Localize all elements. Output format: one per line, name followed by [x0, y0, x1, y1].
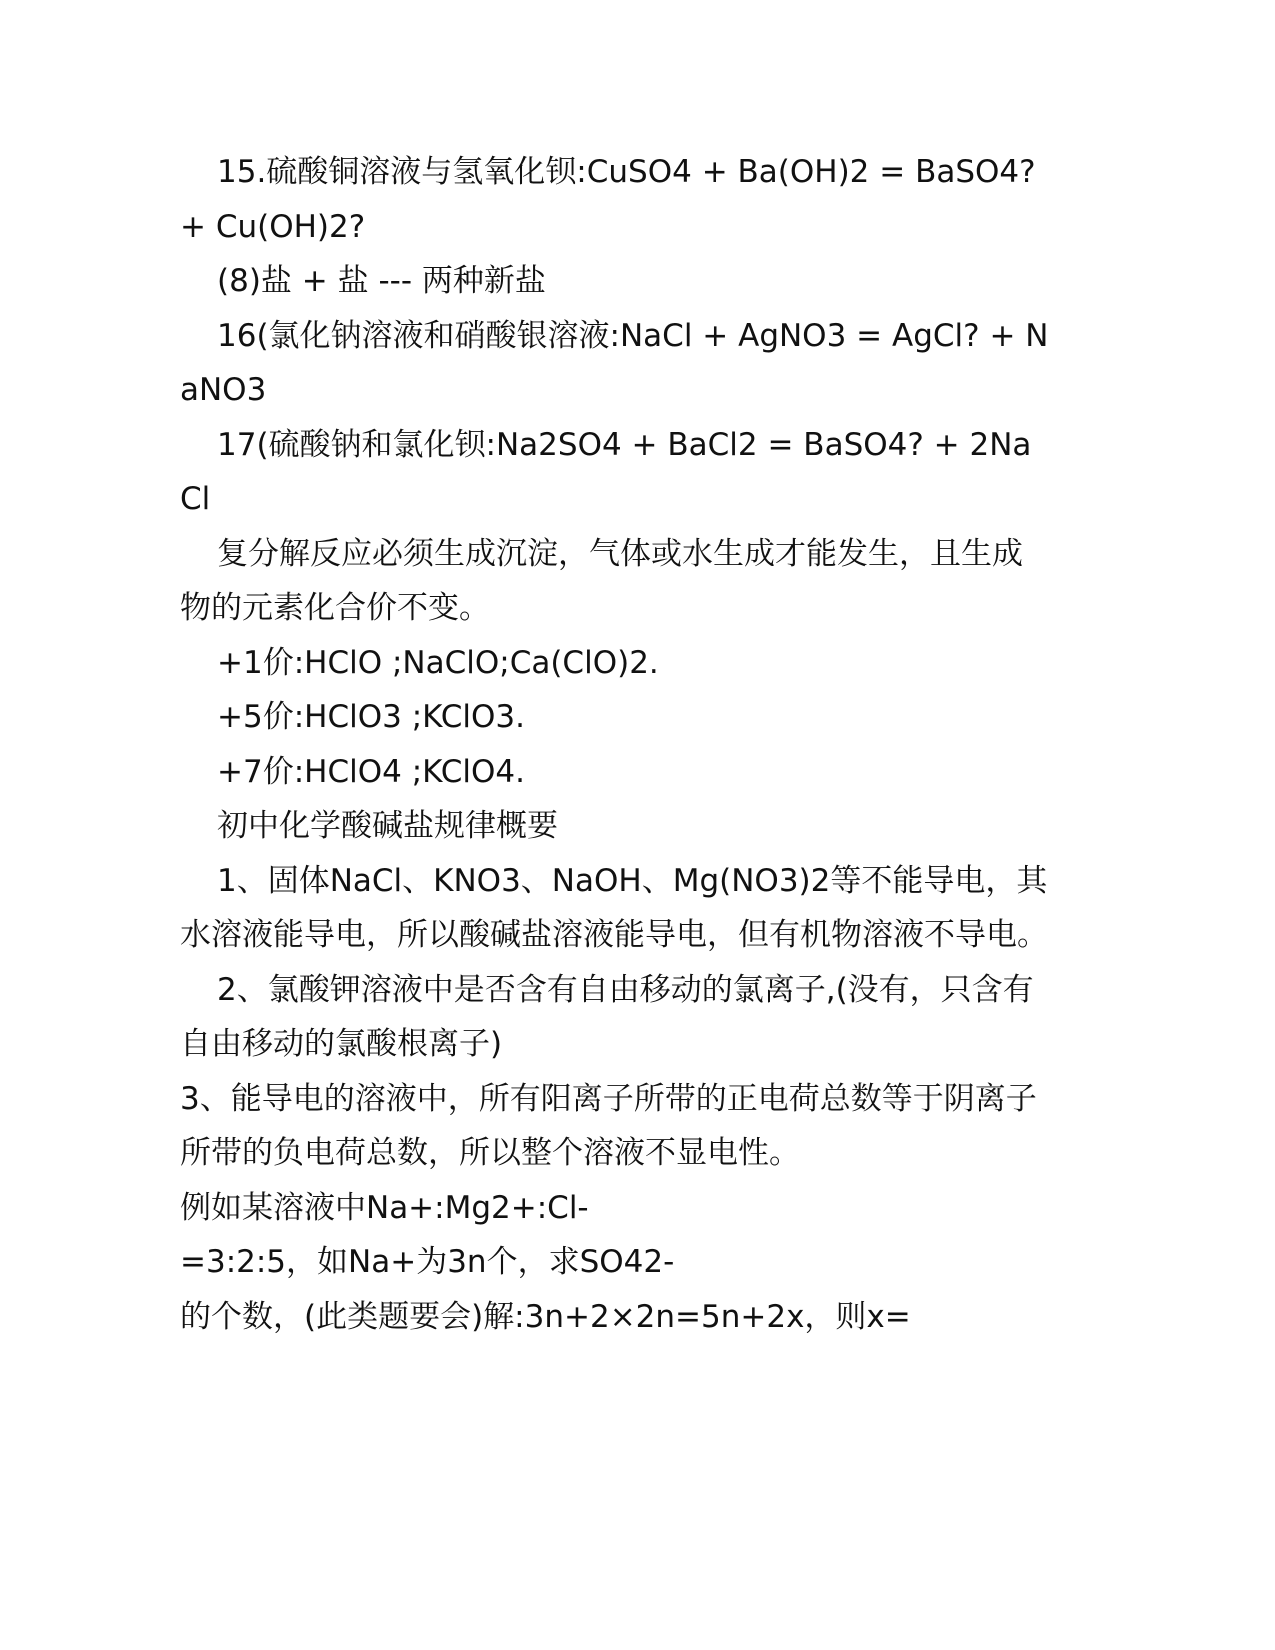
paragraph-rule-3: 3、能导电的溶液中，所有阳离子所带的正电荷总数等于阴离子所带的负电荷总数，所以整个溶液不显电性。	[180, 1080, 1037, 1171]
paragraph-rule-2: 2、氯酸钾溶液中是否含有自由移动的氯离子,(没有，只含有自由移动的氯酸根离子)	[180, 971, 1034, 1062]
paragraph-reaction-15: 15.硫酸铜溶液与氢氧化钡:CuSO4 + Ba(OH)2 = BaSO4?+ Cu(OH)2?	[180, 154, 1036, 245]
paragraph-example-line-2: =3:2:5，如Na+为3n个，求SO42-	[180, 1244, 675, 1280]
section-heading: 初中化学酸碱盐规律概要	[217, 808, 558, 844]
paragraph-valence-plus5: +5价:HClO3 ;KClO3.	[217, 699, 526, 735]
document-body	[180, 145, 1050, 1344]
paragraph-example-line-3: 的个数，(此类题要会)解:3n+2×2n=5n+2x，则x=	[180, 1298, 911, 1335]
paragraph-example-line-1: 例如某溶液中Na+:Mg2+:Cl-	[180, 1189, 589, 1226]
paragraph-salt-salt-heading: (8)盐 + 盐 --- 两种新盐	[217, 263, 546, 299]
paragraph-rule-1: 1、固体NaCl、KNO3、NaOH、Mg(NO3)2等不能导电，其水溶液能导电，所以酸碱盐溶液能导电，但有机物溶液不导电。	[180, 862, 1048, 953]
paragraph-valence-plus1: +1价:HClO ;NaClO;Ca(ClO)2.	[217, 644, 659, 681]
paragraph-reaction-17: 17(硫酸钠和氯化钡:Na2SO4 + BaCl2 = BaSO4? + 2NaCl	[180, 426, 1032, 517]
paragraph-valence-plus7: +7价:HClO4 ;KClO4.	[217, 753, 526, 790]
paragraph-double-decomposition-rule: 复分解反应必须生成沉淀，气体或水生成才能发生，且生成物的元素化合价不变。	[180, 535, 1023, 626]
paragraph-reaction-16: 16(氯化钠溶液和硝酸银溶液:NaCl + AgNO3 = AgCl? + NaNO3	[180, 317, 1049, 408]
